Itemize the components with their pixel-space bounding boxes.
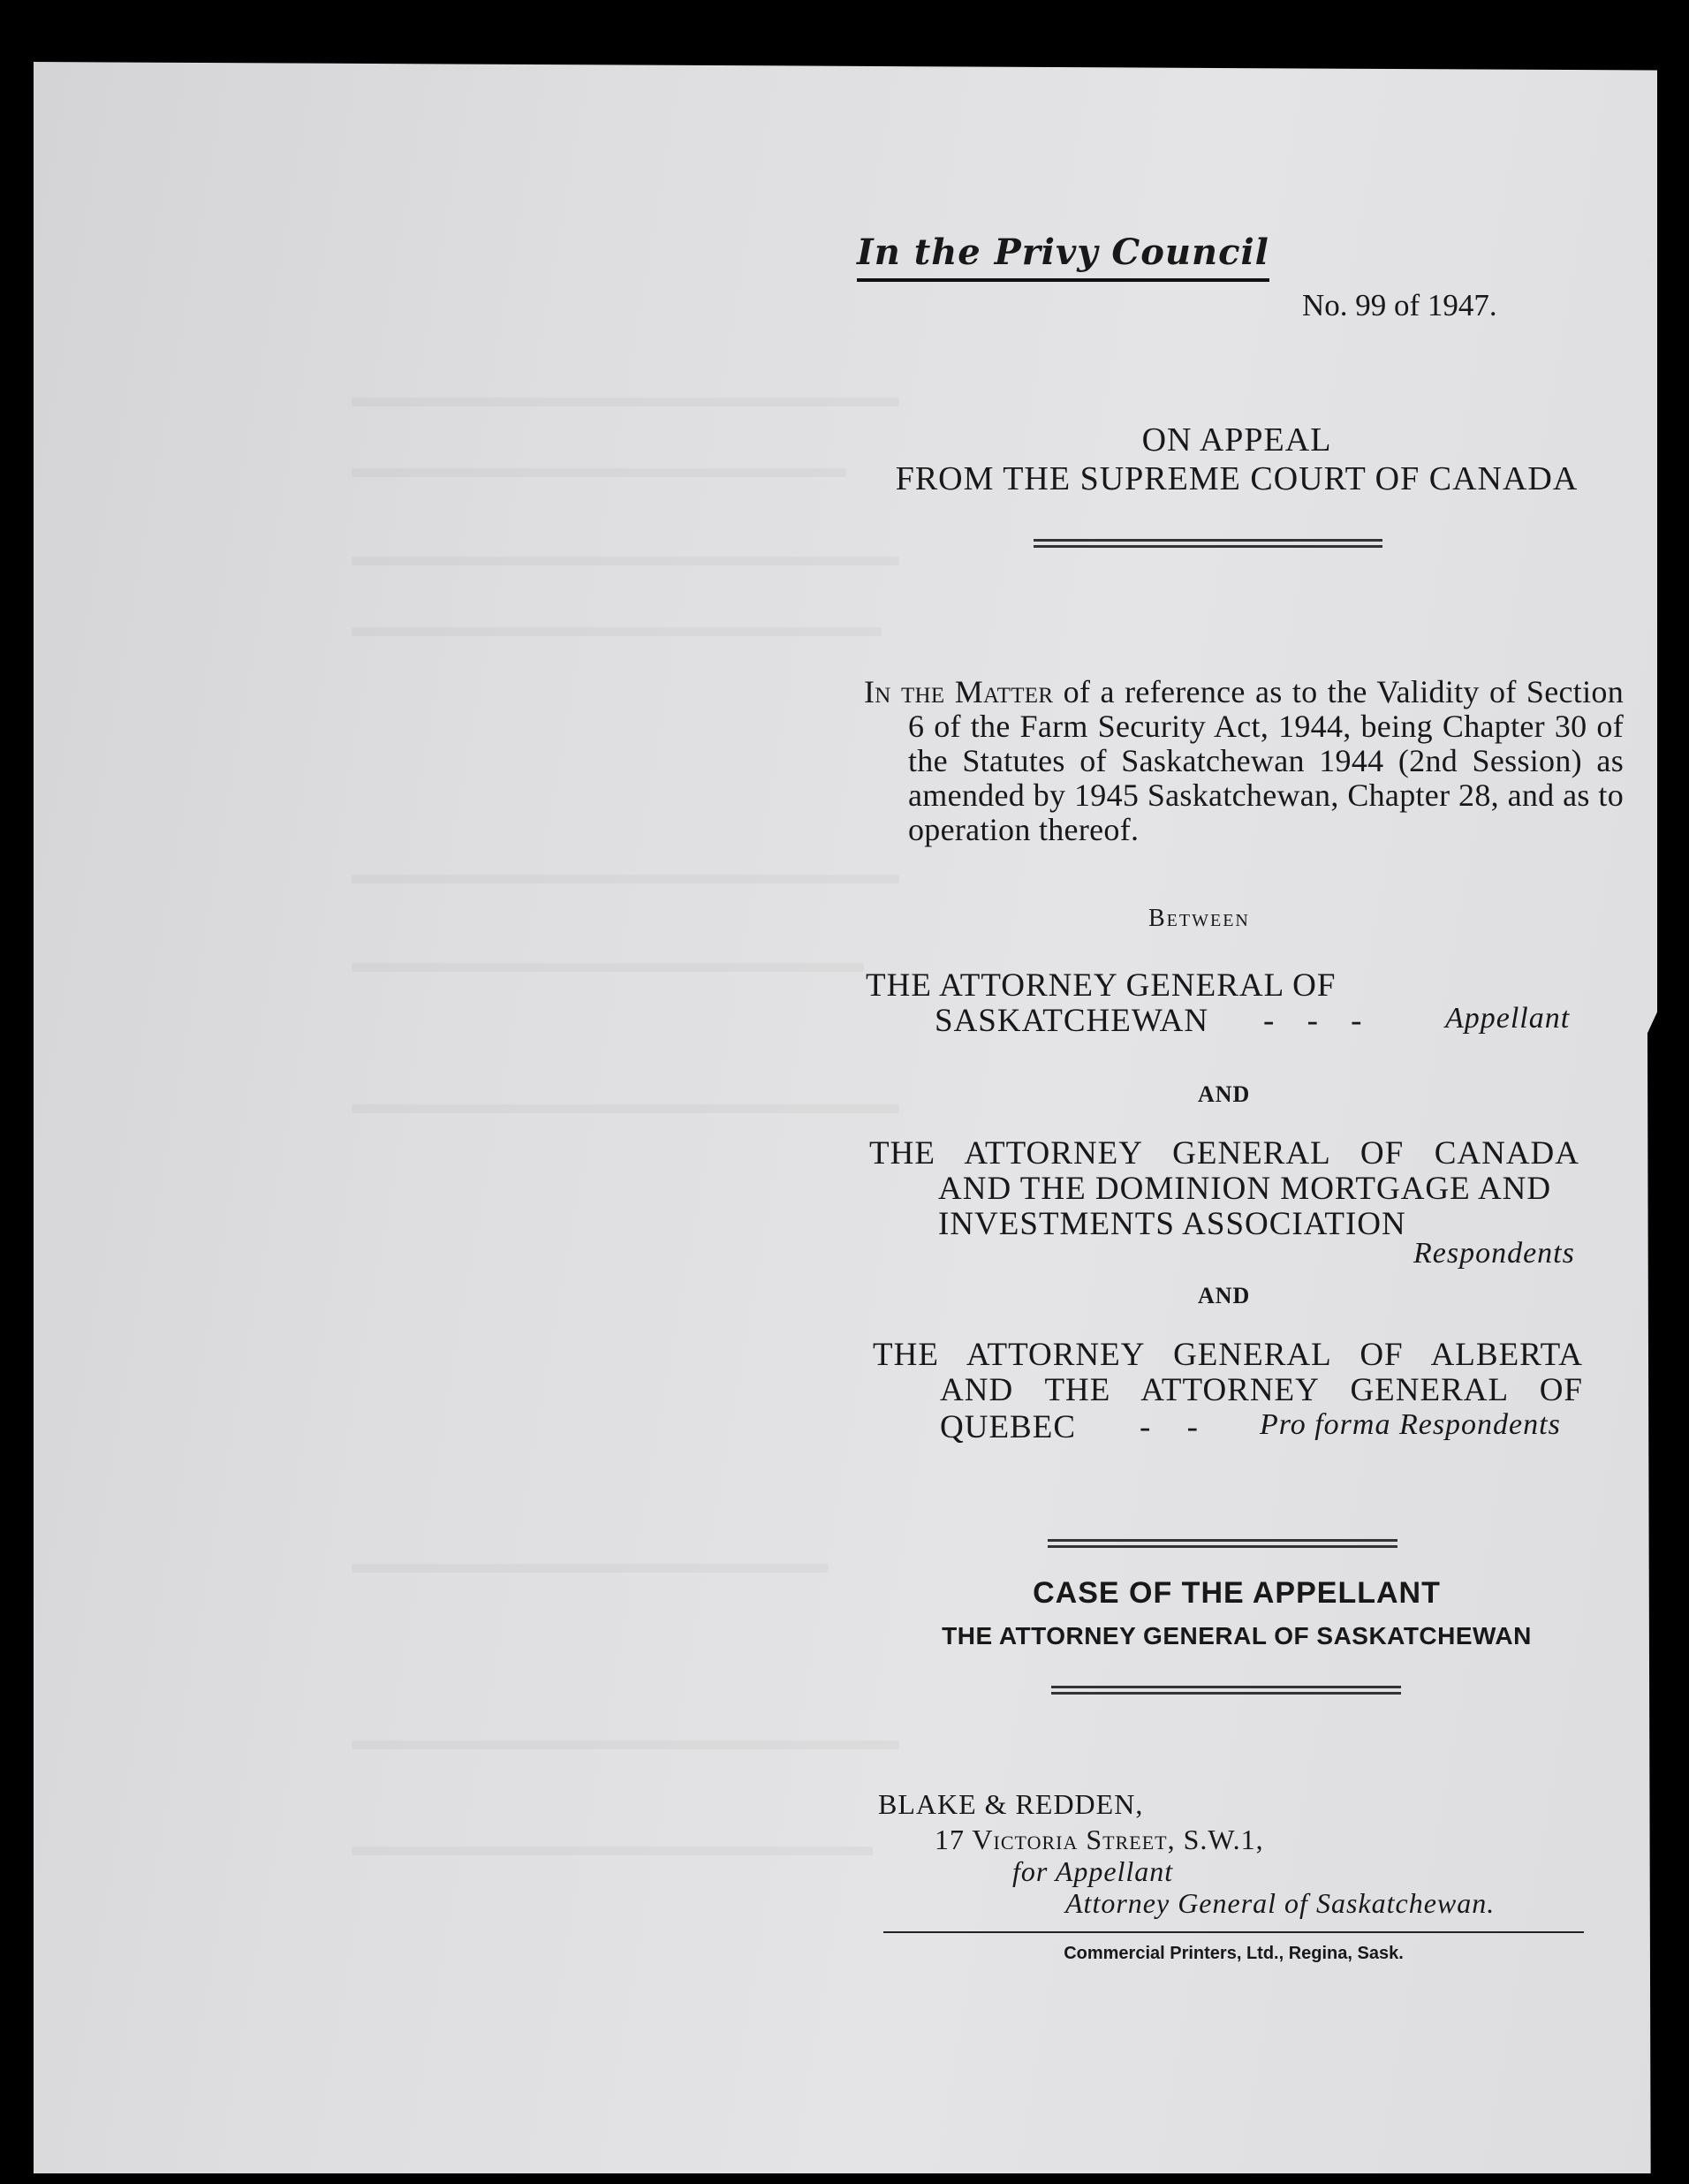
solicitor-address: 17 Victoria Street, S.W.1,: [935, 1824, 1264, 1855]
double-rule: [1048, 1539, 1397, 1548]
bleed-through-line: [352, 468, 846, 477]
respondents-line-1: THE ATTORNEY GENERAL OF CANADA: [869, 1135, 1579, 1172]
bleed-through-line: [352, 1740, 899, 1749]
bleed-through-line: [352, 1104, 899, 1113]
matter-paragraph: [864, 675, 1624, 847]
edge-mark: ⌐: [1640, 247, 1660, 273]
bleed-through-line: [352, 963, 864, 972]
bleed-through-line: [352, 1564, 829, 1573]
document-page: [34, 62, 1657, 2173]
respondents-line-2: AND THE DOMINION MORTGAGE AND: [938, 1171, 1552, 1207]
proforma-line-1: THE ATTORNEY GENERAL OF ALBERTA: [873, 1337, 1583, 1373]
appellant-role: Appellant: [1445, 1002, 1571, 1035]
printer-rule: [883, 1931, 1584, 1933]
and-separator-1: AND: [1198, 1081, 1251, 1107]
case-number: No. 99 of 1947.: [1302, 288, 1497, 322]
double-rule: [1051, 1686, 1401, 1695]
case-title: CASE OF THE APPELLANT: [1033, 1576, 1441, 1610]
solicitor-client: Attorney General of Saskatchewan.: [1065, 1887, 1496, 1919]
and-separator-2: AND: [1198, 1283, 1251, 1308]
proforma-role: Pro forma Respondents: [1260, 1408, 1561, 1441]
appellant-line-2: SASKATCHEWAN: [935, 1003, 1209, 1039]
court-heading: In the Privy Council: [857, 231, 1269, 282]
appellant-dashes: - - -: [1263, 1003, 1375, 1039]
between-label: Between: [1148, 905, 1250, 932]
double-rule: [1034, 539, 1382, 548]
solicitor-firm: BLAKE & REDDEN,: [878, 1788, 1144, 1820]
appeal-line-2: FROM THE SUPREME COURT OF CANADA: [895, 460, 1579, 497]
proforma-line-3: QUEBEC: [940, 1409, 1076, 1445]
bleed-through-line: [352, 398, 899, 406]
printer-imprint: Commercial Printers, Ltd., Regina, Sask.: [1064, 1944, 1404, 1963]
solicitor-for: for Appellant: [1012, 1855, 1174, 1887]
respondents-line-3: INVESTMENTS ASSOCIATION: [938, 1206, 1406, 1242]
bleed-through-line: [352, 627, 882, 636]
appeal-line-1: ON APPEAL: [1141, 421, 1332, 459]
bleed-through-line: [352, 1847, 873, 1855]
respondents-role: Respondents: [1413, 1237, 1575, 1270]
bleed-through-line: [352, 875, 899, 883]
proforma-dashes: - -: [1140, 1409, 1212, 1445]
appellant-line-1: THE ATTORNEY GENERAL OF: [866, 967, 1337, 1004]
proforma-line-2: AND THE ATTORNEY GENERAL OF: [940, 1372, 1583, 1408]
matter-lead: In the Matter: [864, 674, 1054, 709]
case-subtitle: THE ATTORNEY GENERAL OF SASKATCHEWAN: [942, 1622, 1532, 1649]
bleed-through-line: [352, 557, 899, 565]
matter-text: of a reference as to the Validity of Section 6 of the Farm Security Act, 1944, being Chapter 30 of the Statutes of Saskatchewan 1944 (2nd Session) as amended by 1945 Saskatchewan, Chapter 28, and as to operation thereof.: [908, 674, 1625, 847]
